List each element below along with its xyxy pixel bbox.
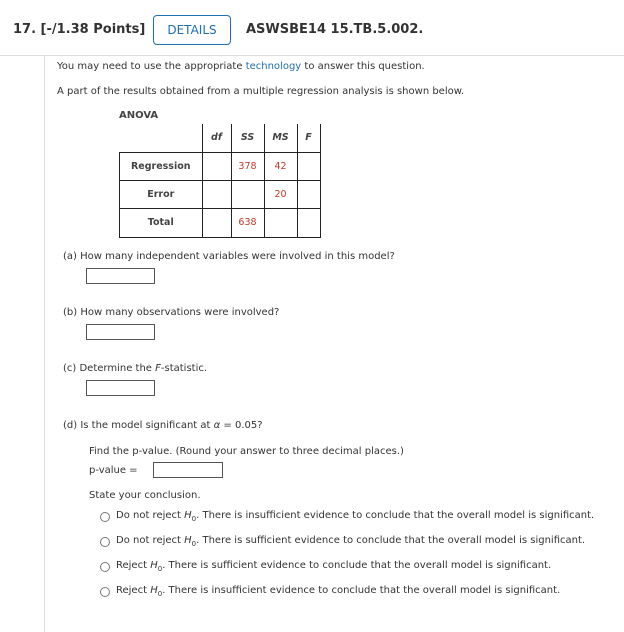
h0-symbol: H [150,585,158,596]
anova-corner [120,124,203,152]
anova-cell: 20 [264,180,297,208]
anova-cell [297,180,320,208]
anova-table [119,124,321,238]
h0-subscript: 0 [191,540,197,548]
option-text-end: . There is insufficient evidence to conclude that the overall model is significant. [196,510,595,521]
anova-cell: 42 [264,152,297,180]
details-button[interactable]: DETAILS [153,15,231,45]
anova-cell [231,180,264,208]
part-b-answer-input[interactable] [86,324,155,340]
part-d-find-instruction: Find the p-value. (Round your answer to three decimal places.) [89,446,404,457]
part-d-text-end: = 0.05? [220,420,263,431]
option-text: Reject [116,560,151,571]
conclusion-option-2[interactable] [116,535,585,548]
part-c-text-end: -statistic. [160,363,208,374]
anova-cell [297,208,320,237]
anova-cell [202,152,231,180]
option-text: Do not reject [116,510,185,521]
option-text: Reject [116,585,151,596]
anova-cell [202,208,231,237]
anova-cell [264,208,297,237]
h0-symbol: H [184,535,192,546]
part-a-prompt: (a) How many independent variables were involved in this model? [63,251,395,262]
anova-cell: 638 [231,208,264,237]
part-c-text: (c) Determine the [63,363,156,374]
anova-header-ms: MS [264,124,297,152]
intro-text: You may need to use the appropriate [57,61,246,72]
h0-subscript: 0 [191,515,197,523]
option-text: Do not reject [116,535,185,546]
anova-cell [202,180,231,208]
question-header [0,0,624,60]
conclusion-option-1[interactable] [116,510,594,523]
anova-row-label: Total [120,208,203,237]
anova-row-label: Error [120,180,203,208]
anova-cell: 378 [231,152,264,180]
intro-line-1 [57,61,425,72]
intro-line-2: A part of the results obtained from a multiple regression analysis is shown below. [57,86,465,97]
conclusion-radio-4[interactable] [100,587,110,597]
intro-text-end: to answer this question. [301,61,425,72]
p-value-label: p-value = [89,465,138,476]
conclusion-radio-1[interactable] [100,512,110,522]
p-value-input[interactable] [153,462,223,478]
conclusion-radio-3[interactable] [100,562,110,572]
h0-subscript: 0 [157,565,163,573]
header-divider [0,55,624,56]
conclusion-label: State your conclusion. [89,490,201,501]
alpha-symbol: α [213,420,221,431]
question-number: 17. [-/1.38 Points] [13,22,146,37]
conclusion-radio-2[interactable] [100,537,110,547]
question-id: ASWSBE14 15.TB.5.002. [246,22,424,37]
technology-link[interactable]: technology [245,61,302,72]
part-c-prompt [63,363,207,374]
left-divider [44,56,45,632]
option-text-end: . There is sufficient evidence to conclude that the overall model is significant. [196,535,586,546]
anova-header-ss: SS [231,124,264,152]
part-d-prompt [63,420,263,431]
part-b-prompt: (b) How many observations were involved? [63,307,280,318]
part-c-var: F [155,363,161,374]
h0-symbol: H [150,560,158,571]
anova-cell [297,152,320,180]
h0-subscript: 0 [157,590,163,598]
part-a-answer-input[interactable] [86,268,155,284]
option-text-end: . There is sufficient evidence to conclude that the overall model is significant. [162,560,552,571]
part-d-text: (d) Is the model significant at [63,420,214,431]
anova-row-label: Regression [120,152,203,180]
anova-header-df: df [202,124,231,152]
anova-title: ANOVA [119,110,159,121]
conclusion-option-3[interactable] [116,560,551,573]
part-c-answer-input[interactable] [86,380,155,396]
anova-header-f: F [297,124,320,152]
option-text-end: . There is insufficient evidence to conclude that the overall model is significant. [162,585,561,596]
h0-symbol: H [184,510,192,521]
conclusion-option-4[interactable] [116,585,560,598]
